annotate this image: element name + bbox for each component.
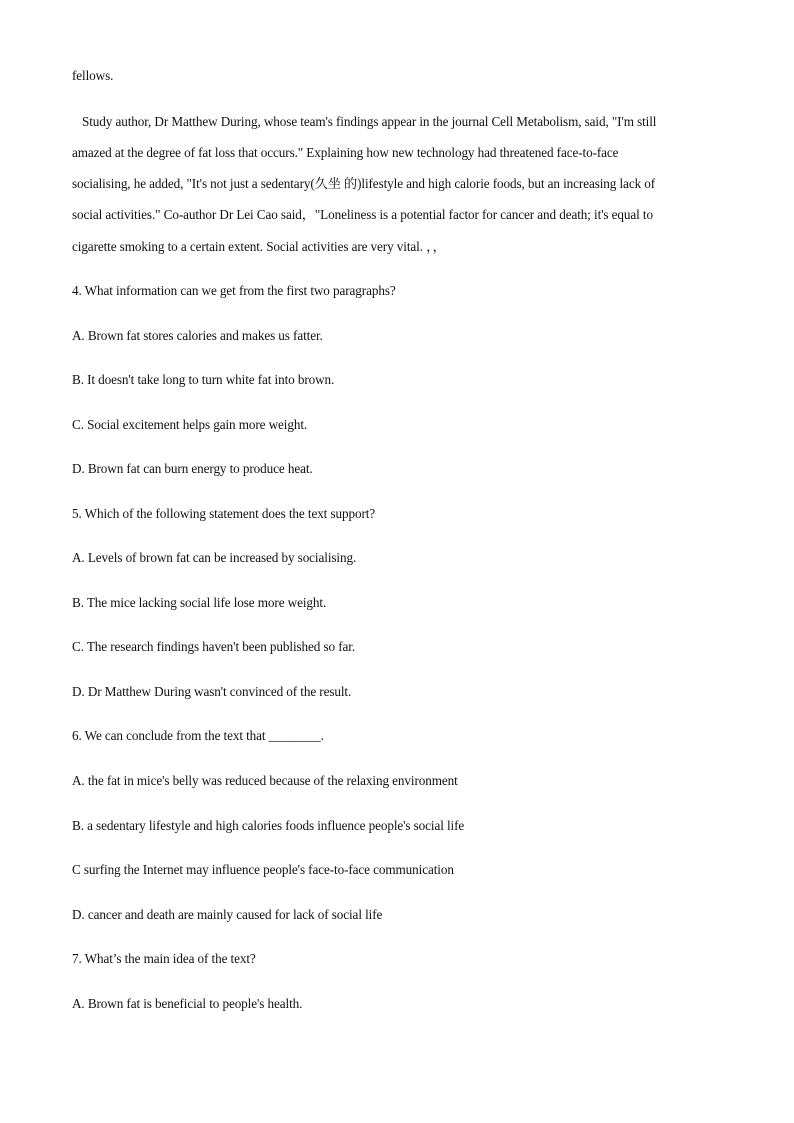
answer-option: A. Levels of brown fat can be increased by socialising. [72, 550, 357, 565]
passage-line: socialising, he added, "It's not just a sedentary(久坐 的)lifestyle and high calorie foods, but an increasing lack of [72, 176, 656, 191]
answer-option: D. Brown fat can burn energy to produce heat. [72, 461, 313, 476]
passage-line: social activities." Co-author Dr Lei Cao said，"Loneliness is a potential factor for cancer and death; it's equal to [72, 207, 653, 222]
answer-option: A. Brown fat is beneficial to people's health. [72, 996, 303, 1011]
answer-option: D. cancer and death are mainly caused for lack of social life [72, 907, 383, 922]
passage-line: cigarette smoking to a certain extent. Social activities are very vital. ，， [72, 239, 446, 254]
passage-line: fellows. [72, 68, 114, 83]
answer-option: D. Dr Matthew During wasn't convinced of the result. [72, 684, 352, 699]
question-stem: 4. What information can we get from the first two paragraphs? [72, 283, 396, 298]
passage-line: amazed at the degree of fat loss that occurs." Explaining how new technology had threatened face-to-face [72, 145, 619, 160]
answer-option: C surfing the Internet may influence people's face-to-face communication [72, 862, 454, 877]
question-stem: 5. Which of the following statement does the text support? [72, 506, 376, 521]
answer-option: A. Brown fat stores calories and makes us fatter. [72, 328, 323, 343]
answer-option: B. a sedentary lifestyle and high calories foods influence people's social life [72, 818, 465, 833]
answer-option: A. the fat in mice's belly was reduced because of the relaxing environment [72, 773, 458, 788]
answer-option: B. It doesn't take long to turn white fat into brown. [72, 372, 335, 387]
passage-line: Study author, Dr Matthew During, whose team's findings appear in the journal Cell Metabolism, said, "I'm still [82, 114, 657, 129]
answer-option: C. The research findings haven't been published so far. [72, 639, 356, 654]
answer-option: B. The mice lacking social life lose more weight. [72, 595, 327, 610]
answer-option: C. Social excitement helps gain more weight. [72, 417, 308, 432]
question-stem: 7. What’s the main idea of the text? [72, 951, 256, 966]
question-stem: 6. We can conclude from the text that ________. [72, 728, 324, 743]
